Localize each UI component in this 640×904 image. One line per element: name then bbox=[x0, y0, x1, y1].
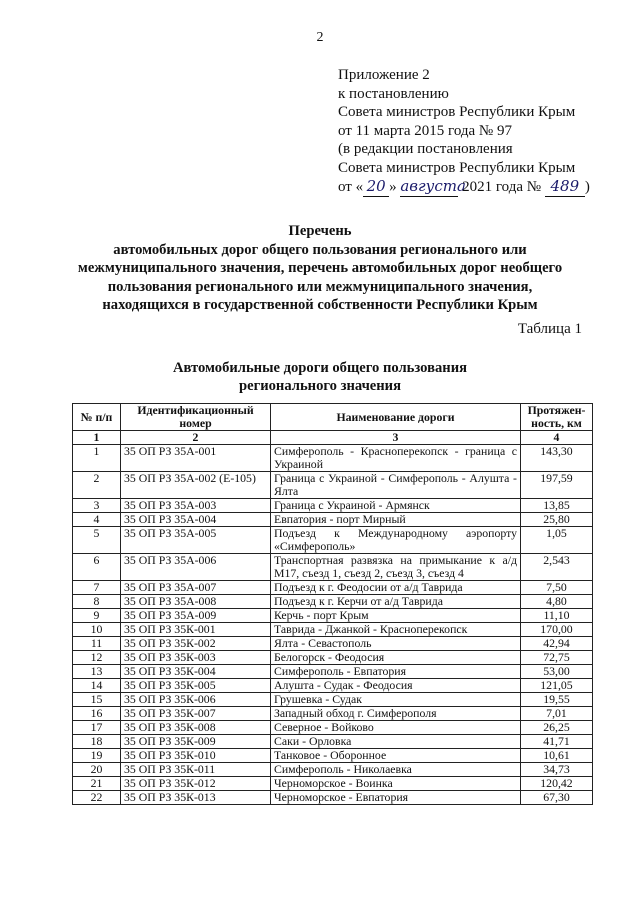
date-prefix: от « bbox=[338, 179, 364, 195]
appendix-line: Совета министров Республики Крым bbox=[338, 104, 576, 120]
table-row bbox=[73, 445, 593, 472]
road-id: 35 ОП РЗ 35К-012 bbox=[121, 777, 271, 791]
column-number: 1 bbox=[73, 431, 121, 445]
table-row bbox=[73, 679, 593, 693]
road-length: 13,85 bbox=[521, 499, 593, 513]
road-length: 53,00 bbox=[521, 665, 593, 679]
column-number: 3 bbox=[271, 431, 521, 445]
road-length: 19,55 bbox=[521, 693, 593, 707]
road-length: 11,10 bbox=[521, 609, 593, 623]
table-row bbox=[73, 665, 593, 679]
table-title bbox=[40, 360, 600, 395]
road-name: Ялта - Севастополь bbox=[271, 637, 521, 651]
row-number: 21 bbox=[73, 777, 121, 791]
road-length: 67,30 bbox=[521, 791, 593, 805]
road-name: Подъезд к г. Феодосии от а/д Таврида bbox=[271, 581, 521, 595]
row-number: 9 bbox=[73, 609, 121, 623]
road-name: Симферополь - Николаевка bbox=[271, 763, 521, 777]
table-row bbox=[73, 609, 593, 623]
road-name: Граница с Украиной - Армянск bbox=[271, 499, 521, 513]
road-id: 35 ОП РЗ 35К-009 bbox=[121, 735, 271, 749]
road-id: 35 ОП РЗ 35К-007 bbox=[121, 707, 271, 721]
handwritten-month: августа bbox=[400, 177, 466, 195]
road-length: 143,30 bbox=[521, 445, 593, 472]
road-id: 35 ОП РЗ 35А-004 bbox=[121, 513, 271, 527]
table-header-row bbox=[73, 404, 593, 431]
road-id: 35 ОП РЗ 35К-002 bbox=[121, 637, 271, 651]
table-row bbox=[73, 693, 593, 707]
table-title-line: Автомобильные дороги общего пользования bbox=[172, 360, 468, 376]
row-number: 11 bbox=[73, 637, 121, 651]
road-length: 2,543 bbox=[521, 554, 593, 581]
table-row bbox=[73, 721, 593, 735]
road-id: 35 ОП РЗ 35К-008 bbox=[121, 721, 271, 735]
table-row bbox=[73, 554, 593, 581]
handwritten-day: 20 bbox=[363, 177, 389, 197]
table-row bbox=[73, 623, 593, 637]
table-row bbox=[73, 707, 593, 721]
table-row bbox=[73, 735, 593, 749]
row-number: 3 bbox=[73, 499, 121, 513]
roads-table-body bbox=[73, 445, 593, 805]
header-id: Идентификационный номер bbox=[121, 404, 271, 431]
header-length: Протяжен-ность, км bbox=[521, 404, 593, 431]
appendix-line: от 11 марта 2015 года № 97 bbox=[338, 122, 512, 139]
table-row bbox=[73, 499, 593, 513]
road-name: Алушта - Судак - Феодосия bbox=[271, 679, 521, 693]
road-length: 34,73 bbox=[521, 763, 593, 777]
table-row bbox=[73, 472, 593, 499]
road-id: 35 ОП РЗ 35К-010 bbox=[121, 749, 271, 763]
road-name: Евпатория - порт Мирный bbox=[271, 513, 521, 527]
road-id: 35 ОП РЗ 35А-001 bbox=[121, 445, 271, 472]
road-name: Танковое - Оборонное bbox=[271, 749, 521, 763]
handwritten-number: 489 bbox=[545, 177, 585, 197]
road-id: 35 ОП РЗ 35А-008 bbox=[121, 595, 271, 609]
row-number: 10 bbox=[73, 623, 121, 637]
row-number: 15 bbox=[73, 693, 121, 707]
road-name: Северное - Войково bbox=[271, 721, 521, 735]
column-numbers-row bbox=[73, 431, 593, 445]
table-row bbox=[73, 527, 593, 554]
row-number: 20 bbox=[73, 763, 121, 777]
row-number: 22 bbox=[73, 791, 121, 805]
table-row bbox=[73, 513, 593, 527]
header-number: № п/п bbox=[73, 404, 121, 431]
appendix-line: Совета министров Республики Крым bbox=[338, 159, 576, 176]
road-length: 4,80 bbox=[521, 595, 593, 609]
table-row bbox=[73, 777, 593, 791]
road-id: 35 ОП РЗ 35А-002 (Е-105) bbox=[121, 472, 271, 499]
row-number: 12 bbox=[73, 651, 121, 665]
appendix-line: Приложение 2 bbox=[338, 67, 430, 83]
road-id: 35 ОП РЗ 35К-006 bbox=[121, 693, 271, 707]
road-length: 41,71 bbox=[521, 735, 593, 749]
date-year: 2021 года № bbox=[462, 179, 542, 195]
title-line: пользования регионального или межмуниципального значения, bbox=[107, 278, 533, 295]
table-row bbox=[73, 637, 593, 651]
road-id: 35 ОП РЗ 35К-005 bbox=[121, 679, 271, 693]
road-name: Белогорск - Феодосия bbox=[271, 651, 521, 665]
road-length: 170,00 bbox=[521, 623, 593, 637]
road-id: 35 ОП РЗ 35А-005 bbox=[121, 527, 271, 554]
title-line: автомобильных дорог общего пользования регионального или bbox=[113, 241, 527, 258]
roads-table bbox=[72, 403, 593, 805]
title-line: Перечень bbox=[288, 223, 352, 239]
column-number: 4 bbox=[521, 431, 593, 445]
road-id: 35 ОП РЗ 35А-003 bbox=[121, 499, 271, 513]
header-road-name: Наименование дороги bbox=[271, 404, 521, 431]
row-number: 18 bbox=[73, 735, 121, 749]
row-number: 13 bbox=[73, 665, 121, 679]
road-length: 197,59 bbox=[521, 472, 593, 499]
road-name: Западный обход г. Симферополя bbox=[271, 707, 521, 721]
row-number: 7 bbox=[73, 581, 121, 595]
road-length: 25,80 bbox=[521, 513, 593, 527]
row-number: 8 bbox=[73, 595, 121, 609]
title-line: находящихся в государственной собственности Республики Крым bbox=[102, 297, 538, 313]
appendix-block bbox=[338, 66, 590, 197]
road-length: 26,25 bbox=[521, 721, 593, 735]
road-id: 35 ОП РЗ 35А-007 bbox=[121, 581, 271, 595]
row-number: 19 bbox=[73, 749, 121, 763]
road-name: Черноморское - Евпатория bbox=[271, 791, 521, 805]
row-number: 6 bbox=[73, 554, 121, 581]
table-row bbox=[73, 595, 593, 609]
road-name: Черноморское - Воинка bbox=[271, 777, 521, 791]
table-row bbox=[73, 763, 593, 777]
road-id: 35 ОП РЗ 35К-003 bbox=[121, 651, 271, 665]
road-length: 1,05 bbox=[521, 527, 593, 554]
row-number: 1 bbox=[73, 445, 121, 472]
road-name: Симферополь - Евпатория bbox=[271, 665, 521, 679]
table-row bbox=[73, 749, 593, 763]
row-number: 14 bbox=[73, 679, 121, 693]
road-name: Таврида - Джанкой - Красноперекопск bbox=[271, 623, 521, 637]
title-line: межмуниципального значения, перечень автомобильных дорог необщего bbox=[77, 260, 563, 276]
road-name: Транспортная развязка на примыкание к а/д М17, съезд 1, съезд 2, съезд 3, съезд 4 bbox=[271, 554, 521, 581]
column-number: 2 bbox=[121, 431, 271, 445]
table-row bbox=[73, 581, 593, 595]
table-row bbox=[73, 651, 593, 665]
row-number: 5 bbox=[73, 527, 121, 554]
appendix-line: к постановлению bbox=[338, 85, 449, 102]
table-title-line: регионального значения bbox=[239, 377, 401, 394]
road-name: Керчь - порт Крым bbox=[271, 609, 521, 623]
road-id: 35 ОП РЗ 35К-001 bbox=[121, 623, 271, 637]
road-name: Подъезд к г. Керчи от а/д Таврида bbox=[271, 595, 521, 609]
road-length: 42,94 bbox=[521, 637, 593, 651]
road-name: Симферополь - Красноперекопск - граница с Украиной bbox=[271, 445, 521, 472]
road-id: 35 ОП РЗ 35А-006 bbox=[121, 554, 271, 581]
appendix-date-line: от « 20 » августа 2021 года № 489 ) bbox=[338, 177, 590, 195]
appendix-line: (в редакции постановления bbox=[338, 141, 513, 157]
road-length: 10,61 bbox=[521, 749, 593, 763]
road-name: Саки - Орловка bbox=[271, 735, 521, 749]
road-length: 72,75 bbox=[521, 651, 593, 665]
row-number: 17 bbox=[73, 721, 121, 735]
road-id: 35 ОП РЗ 35К-013 bbox=[121, 791, 271, 805]
road-name: Граница с Украиной - Симферополь - Алушта - Ялта bbox=[271, 472, 521, 499]
row-number: 4 bbox=[73, 513, 121, 527]
road-id: 35 ОП РЗ 35К-004 bbox=[121, 665, 271, 679]
road-length: 7,50 bbox=[521, 581, 593, 595]
row-number: 16 bbox=[73, 707, 121, 721]
road-name: Грушевка - Судак bbox=[271, 693, 521, 707]
table-label: Таблица 1 bbox=[517, 321, 582, 337]
road-name: Подъезд к Международному аэропорту «Симферополь» bbox=[271, 527, 521, 554]
table-row bbox=[73, 791, 593, 805]
page-number: 2 bbox=[316, 30, 324, 45]
row-number: 2 bbox=[73, 472, 121, 499]
date-close: » bbox=[389, 179, 397, 195]
road-id: 35 ОП РЗ 35К-011 bbox=[121, 763, 271, 777]
road-length: 7,01 bbox=[521, 707, 593, 721]
road-length: 120,42 bbox=[521, 777, 593, 791]
road-id: 35 ОП РЗ 35А-009 bbox=[121, 609, 271, 623]
road-length: 121,05 bbox=[521, 679, 593, 693]
document-title bbox=[40, 222, 600, 315]
